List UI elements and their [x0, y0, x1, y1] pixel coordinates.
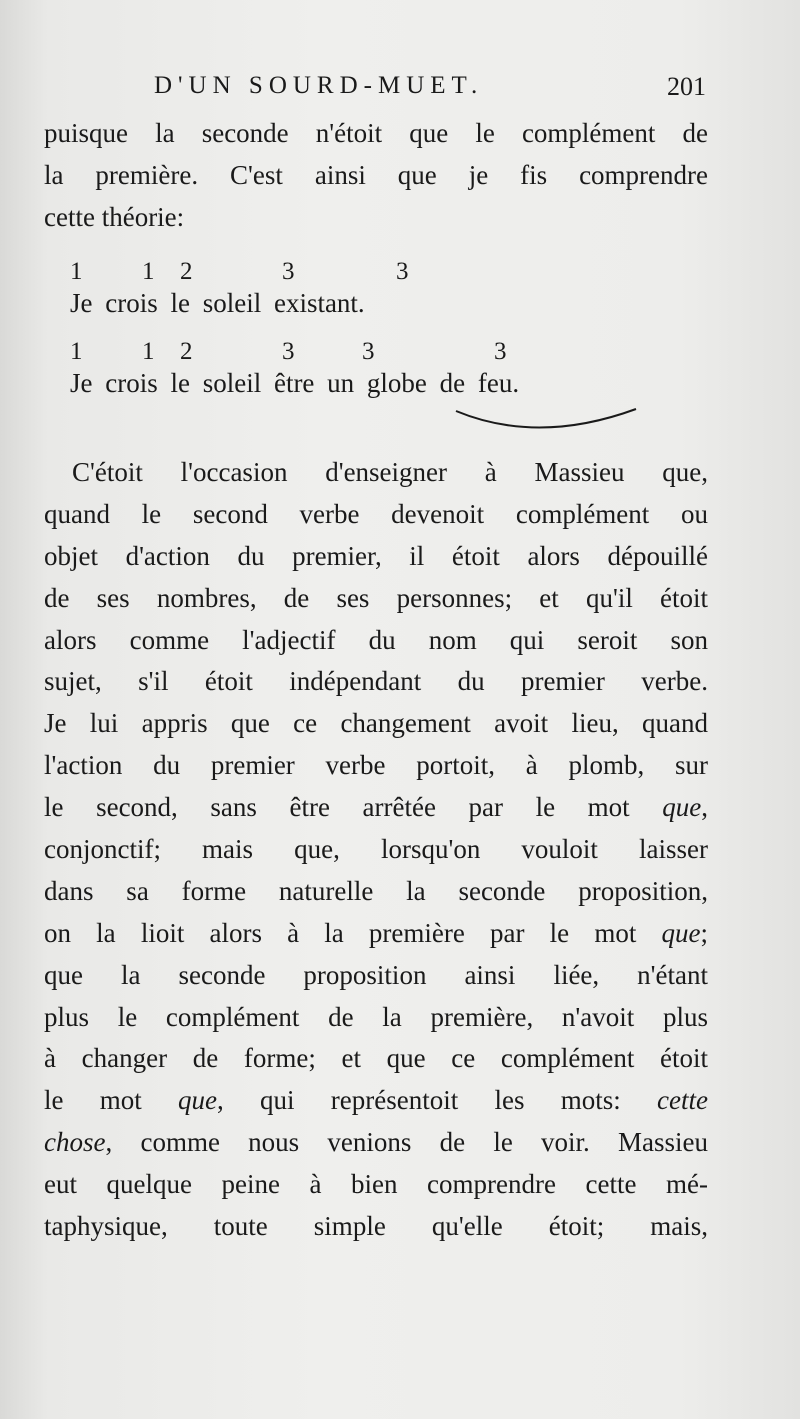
paragraph-intro	[44, 113, 708, 239]
text-segment: ;	[700, 917, 708, 948]
text-line: conjonctif; mais que, lorsqu'on vouloit laisser	[44, 834, 708, 865]
word-number: 3	[494, 338, 507, 365]
word-number: 2	[180, 338, 193, 365]
word-number: 3	[282, 338, 295, 365]
text-line: cette théorie:	[44, 201, 185, 232]
paragraph-main	[44, 452, 708, 1248]
word-numbers	[70, 338, 519, 368]
running-head: D'UN SOURD-MUET.	[154, 72, 484, 99]
page-header	[44, 72, 714, 112]
italic-word: que	[178, 1085, 218, 1116]
text-line: eut quelque peine à bien comprendre cette mé-	[44, 1169, 708, 1200]
text-line: la première. C'est ainsi que je fis comprendre	[44, 159, 708, 190]
italic-word: que	[661, 917, 701, 948]
text-line: puisque la seconde n'étoit que le complément de	[44, 118, 708, 148]
text-line: C'étoit l'occasion d'enseigner à Massieu que,	[72, 457, 708, 487]
bracket-arc	[448, 405, 648, 439]
text-line	[44, 787, 708, 829]
example-sentence-2	[70, 338, 519, 399]
word-number: 1	[70, 258, 83, 285]
example-sentence: Je crois le soleil existant.	[70, 288, 365, 318]
text-segment: , comme nous venions de le voir. Massieu	[105, 1127, 708, 1158]
text-line: à changer de forme; et que ce complément étoit	[44, 1043, 708, 1074]
text-line: taphysique, toute simple qu'elle étoit; mais,	[44, 1211, 708, 1242]
text-line: alors comme l'adjectif du nom qui seroit son	[44, 624, 708, 655]
text-line: sujet, s'il étoit indépendant du premier verbe.	[44, 666, 708, 697]
italic-word: cette	[657, 1085, 709, 1116]
example-sentence: Je crois le soleil être un globe de feu.	[70, 368, 520, 398]
example-sentence-1	[70, 258, 409, 319]
page-number: 201	[667, 72, 706, 101]
italic-word: que	[662, 792, 702, 823]
text-segment: on la lioit alors à la première par le mot	[44, 917, 637, 948]
text-line: de ses nombres, de ses personnes; et qu'il étoit	[44, 582, 708, 613]
text-line	[44, 1080, 708, 1122]
word-number: 1	[142, 258, 155, 285]
word-number: 1	[142, 338, 155, 365]
word-number: 2	[180, 258, 193, 285]
text-line: que la seconde proposition ainsi liée, n'étant	[44, 959, 708, 990]
text-line: Je lui appris que ce changement avoit lieu, quand	[44, 708, 708, 739]
text-segment: ,	[701, 792, 708, 823]
text-line: l'action du premier verbe portoit, à plomb, sur	[44, 750, 708, 781]
text-line	[44, 913, 708, 955]
text-line: quand le second verbe devenoit complément ou	[44, 498, 708, 529]
text-line: objet d'action du premier, il étoit alors dépouillé	[44, 540, 708, 571]
text-line: dans sa forme naturelle la seconde proposition,	[44, 875, 708, 906]
text-segment: le mot	[44, 1085, 142, 1116]
word-number: 1	[70, 338, 83, 365]
text-segment: le second, sans être arrêtée par le mot	[44, 792, 630, 823]
word-number: 3	[362, 338, 375, 365]
text-line	[44, 1122, 708, 1164]
word-number: 3	[396, 258, 409, 285]
word-numbers	[70, 258, 409, 288]
word-number: 3	[282, 258, 295, 285]
text-segment: , qui représentoit les mots:	[217, 1085, 621, 1116]
italic-word: chose	[44, 1127, 106, 1158]
text-line: plus le complément de la première, n'avoit plus	[44, 1001, 708, 1032]
